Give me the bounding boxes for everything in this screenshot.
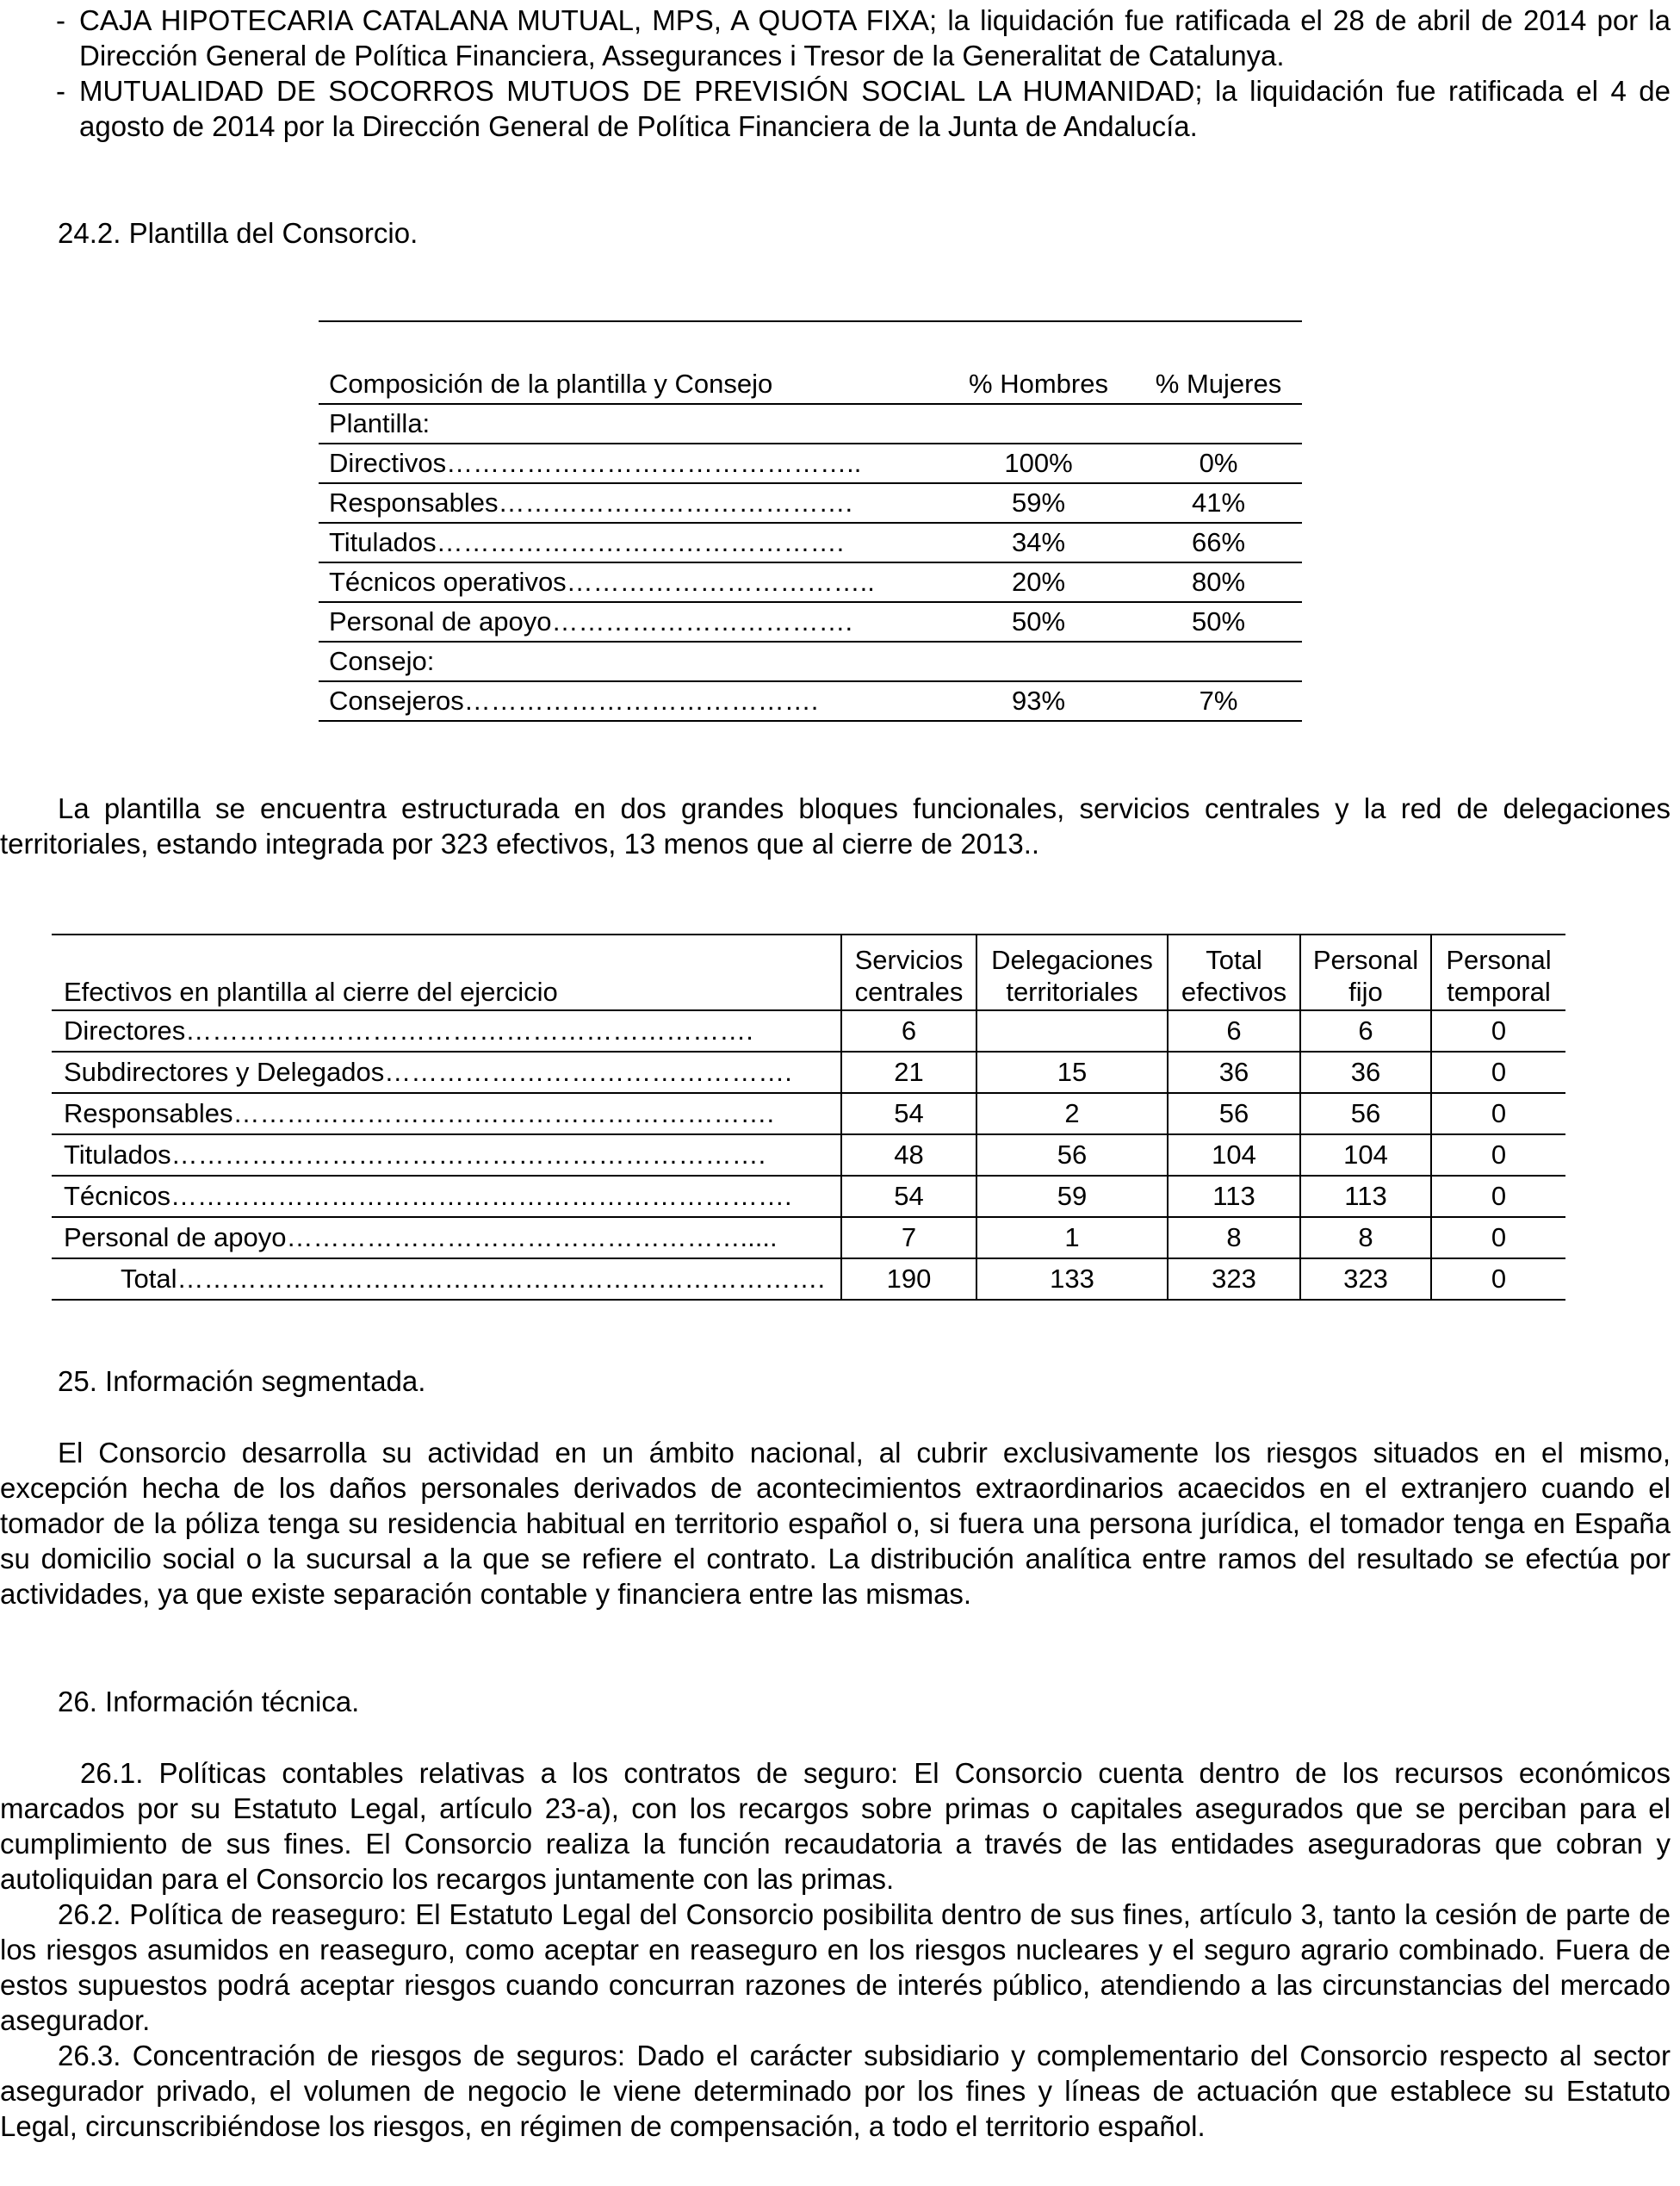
table-header-row [52,935,1565,1010]
paragraph-26-3 [0,2038,1671,2144]
row-label: Titulados…………………………………………………………. [52,1134,841,1176]
cell-total-efectivos: 56 [1168,1093,1300,1134]
cell-servicios-centrales: 54 [841,1093,976,1134]
paragraph-text: El Consorcio desarrolla su actividad en un ámbito nacional, al cubrir exclusivamente los riesgos situados en el mismo, excepción hecha de los daños personales derivados de acontecimientos extraordinarios acaecidos en el extranjero cuando el tomador de la póliza tenga su residencia habitual en territorio español o, si fuera una persona jurídica, el tomador tenga en España su domicilio social o la sucursal a la que se refiere el contrato. La distribución analítica entre ramos del resultado se efectúa por actividades, ya que existe separación contable y financiera entre las mismas. [0,1437,1671,1610]
row-label: Técnicos……………………………………………………………. [52,1176,841,1217]
women-percent: 66% [1135,523,1302,562]
row-label: Directivos……………………………………….. [319,444,942,483]
cell-personal-fijo: 323 [1300,1258,1431,1300]
table-row [52,1217,1565,1258]
cell-total-efectivos: 36 [1168,1052,1300,1093]
column-header: Composición de la plantilla y Consejo [319,365,942,404]
paragraph-26-1 [0,1755,1671,1897]
bullet-dash: - [56,4,65,36]
table-row [319,602,1302,642]
column-header: % Mujeres [1135,365,1302,404]
group-label: Consejo: [319,642,942,681]
table-row [319,681,1302,721]
cell-personal-temporal: 0 [1431,1217,1565,1258]
headcount-table [52,934,1565,1301]
group-row [319,404,1302,444]
cell-delegaciones: 1 [976,1217,1168,1258]
table-row [52,1052,1565,1093]
cell-personal-temporal: 0 [1431,1010,1565,1052]
table-row [319,444,1302,483]
row-label: Directores………………………………………………………. [52,1010,841,1052]
column-header: Delegaciones territoriales [976,935,1168,1010]
table-row [319,562,1302,602]
bullet-item [56,73,1671,144]
column-header: Personal temporal [1431,935,1565,1010]
men-percent: 34% [942,523,1135,562]
column-header: Total efectivos [1168,935,1300,1010]
cell-personal-fijo: 104 [1300,1134,1431,1176]
row-label: Subdirectores y Delegados………………………………………. [52,1052,841,1093]
section-heading-26: 26. Información técnica. [58,1686,360,1717]
cell-delegaciones: 133 [976,1258,1168,1300]
women-percent: 0% [1135,444,1302,483]
paragraph-text: 26.1. Políticas contables relativas a los contratos de seguro: El Consorcio cuenta dentro de los recursos económicos marcados por su Estatuto Legal, artículo 23-a), con los recargos sobre primas o capitales asegurados que se perciban para el cumplimiento de sus fines. El Consorcio realiza la función recaudatoria a través de las entidades aseguradoras que cobran y autoliquidan para el Consorcio los recargos juntamente con las primas. [0,1757,1671,1895]
cell-delegaciones: 2 [976,1093,1168,1134]
bullet-item [56,3,1671,73]
cell-total-efectivos: 104 [1168,1134,1300,1176]
row-label: Responsables……………………………………………………. [52,1093,841,1134]
group-label: Plantilla: [329,408,431,438]
bullet-text: MUTUALIDAD DE SOCORROS MUTUOS DE PREVISIÓN SOCIAL LA HUMANIDAD; la liquidación fue ratificada el 4 de agosto de 2014 por la Dirección General de Política Financiera de la Junta de Andalucía. [79,75,1671,142]
table-top-rule [319,320,1302,322]
table-row [52,1010,1565,1052]
paragraph-26-2 [0,1897,1671,2038]
cell-delegaciones: 15 [976,1052,1168,1093]
section-heading-25: 25. Información segmentada. [58,1365,426,1397]
paragraph-25 [0,1435,1671,1612]
column-header: Servicios centrales [841,935,976,1010]
cell-delegaciones: 56 [976,1134,1168,1176]
cell-personal-temporal: 0 [1431,1052,1565,1093]
row-label: Titulados………………………………………. [319,523,942,562]
cell-servicios-centrales: 7 [841,1217,976,1258]
cell-personal-fijo: 113 [1300,1176,1431,1217]
bullet-list [56,3,1671,144]
table-total-row [52,1258,1565,1300]
cell-servicios-centrales: 54 [841,1176,976,1217]
women-percent: 50% [1191,606,1246,637]
cell-personal-temporal: 0 [1431,1093,1565,1134]
cell-personal-temporal: 0 [1431,1134,1565,1176]
paragraph-plantilla [0,791,1671,861]
women-percent: 7% [1135,681,1302,721]
table-row [319,523,1302,562]
cell-personal-fijo: 6 [1300,1010,1431,1052]
row-label: Responsables…………………………………. [319,483,942,523]
cell-servicios-centrales: 190 [841,1258,976,1300]
cell-total-efectivos: 6 [1168,1010,1300,1052]
table-header-row [319,365,1302,404]
paragraph-text: La plantilla se encuentra estructurada en dos grandes bloques funcionales, servicios centrales y la red de delegaciones territoriales, estando integrada por 323 efectivos, 13 menos que al cierre de 2013.. [0,792,1671,860]
cell-total-efectivos: 323 [1168,1258,1300,1300]
men-percent: 50% [1011,606,1066,637]
men-percent: 20% [942,562,1135,602]
row-label: Personal de apoyo……………………………. [329,606,853,637]
section-heading-24-2: 24.2. Plantilla del Consorcio. [58,217,418,249]
row-label: Total………………………………………………………………. [52,1258,841,1300]
table-row [52,1134,1565,1176]
row-label: Consejeros…………………………………. [319,681,942,721]
cell-delegaciones: 59 [976,1176,1168,1217]
table-row [52,1093,1565,1134]
table-row [52,1176,1565,1217]
men-percent: 93% [942,681,1135,721]
row-label: Técnicos operativos…………………………….. [319,562,942,602]
women-percent: 41% [1135,483,1302,523]
cell-servicios-centrales: 21 [841,1052,976,1093]
row-label: Personal de apoyo……………………………………………..... [52,1217,841,1258]
staff-composition-table [319,320,1302,722]
table-row [319,483,1302,523]
bullet-text: CAJA HIPOTECARIA CATALANA MUTUAL, MPS, A QUOTA FIXA; la liquidación fue ratificada el 28 de abril de 2014 por la Dirección General de Política Financiera, Assegurances i Tresor de la Generalitat de Catalunya. [79,4,1671,71]
cell-personal-fijo: 36 [1300,1052,1431,1093]
cell-personal-fijo: 8 [1300,1217,1431,1258]
column-header: Personal fijo [1300,935,1431,1010]
women-percent: 80% [1135,562,1302,602]
cell-servicios-centrales: 48 [841,1134,976,1176]
column-header: % Hombres [942,365,1135,404]
cell-total-efectivos: 8 [1168,1217,1300,1258]
cell-total-efectivos: 113 [1168,1176,1300,1217]
cell-servicios-centrales: 6 [841,1010,976,1052]
cell-personal-temporal: 0 [1431,1176,1565,1217]
paragraph-text: 26.2. Política de reaseguro: El Estatuto Legal del Consorcio posibilita dentro de sus fines, artículo 3, tanto la cesión de parte de los riesgos asumidos en reaseguro, como aceptar en reaseguro en los riesgos nucleares y el seguro agrario combinado. Fuera de estos supuestos podrá aceptar riesgos cuando concurran razones de interés público, atendiendo a las circunstancias del mercado asegurador. [0,1898,1671,2036]
group-row [319,642,1302,681]
cell-personal-temporal: 0 [1431,1258,1565,1300]
bullet-dash: - [56,75,65,107]
men-percent: 59% [942,483,1135,523]
paragraph-text: 26.3. Concentración de riesgos de seguros: Dado el carácter subsidiario y complementario del Consorcio respecto al sector asegurador privado, el volumen de negocio le viene determinado por los fines y líneas de actuación que establece su Estatuto Legal, circunscribiéndose los riesgos, en régimen de compensación, a todo el territorio español. [0,2040,1671,2142]
cell-delegaciones [976,1010,1168,1052]
column-header: Efectivos en plantilla al cierre del ejercicio [64,977,558,1007]
cell-personal-fijo: 56 [1300,1093,1431,1134]
men-percent: 100% [942,444,1135,483]
